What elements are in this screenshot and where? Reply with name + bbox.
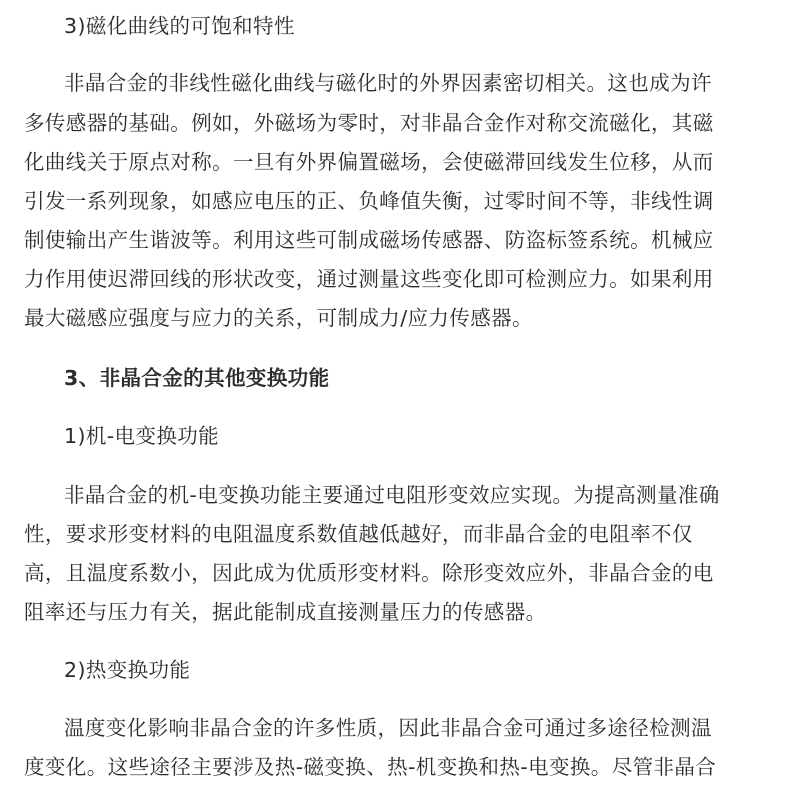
paragraph-line: 性，要求形变材料的电阻温度系数值越低越好，而非晶合金的电阻率不仅	[24, 522, 693, 546]
paragraph-line: 最大磁感应强度与应力的关系，可制成力/应力传感器。	[24, 306, 533, 330]
paragraph-line: 阻率还与压力有关，据此能制成直接测量压力的传感器。	[24, 600, 547, 624]
paragraph-line: 化曲线关于原点对称。一旦有外界偏置磁场，会使磁滞回线发生位移，从而	[24, 150, 714, 174]
paragraph-line: 温度变化影响非晶合金的许多性质，因此非晶合金可通过多途径检测温	[64, 716, 712, 740]
paragraph-line: 制使输出产生谐波等。利用这些可制成磁场传感器、防盗标签系统。机械应	[24, 228, 714, 252]
paragraph-line: 力作用使迟滞回线的形状改变，通过测量这些变化即可检测应力。如果利用	[24, 267, 714, 291]
paragraph-line: 高，且温度系数小，因此成为优质形变材料。除形变效应外，非晶合金的电	[24, 561, 714, 585]
paragraph-line: 非晶合金的机-电变换功能主要通过电阻形变效应实现。为提高测量准确	[64, 483, 720, 507]
paragraph-line: 度变化。这些途径主要涉及热-磁变换、热-机变换和热-电变换。尽管非晶合	[24, 755, 717, 779]
subheading-magnetization: 3)磁化曲线的可饱和特性	[64, 14, 295, 38]
subheading-thermal: 2)热变换功能	[64, 658, 191, 682]
paragraph-line: 非晶合金的非线性磁化曲线与磁化时的外界因素密切相关。这也成为许	[64, 71, 712, 95]
paragraph-line: 引发一系列现象，如感应电压的正、负峰值失衡，过零时间不等，非线性调	[24, 189, 714, 213]
subheading-mech-elec: 1)机-电变换功能	[64, 424, 220, 448]
section-heading: 3、非晶合金的其他变换功能	[64, 366, 330, 390]
paragraph-line: 多传感器的基础。例如，外磁场为零时，对非晶合金作对称交流磁化，其磁	[24, 111, 714, 135]
